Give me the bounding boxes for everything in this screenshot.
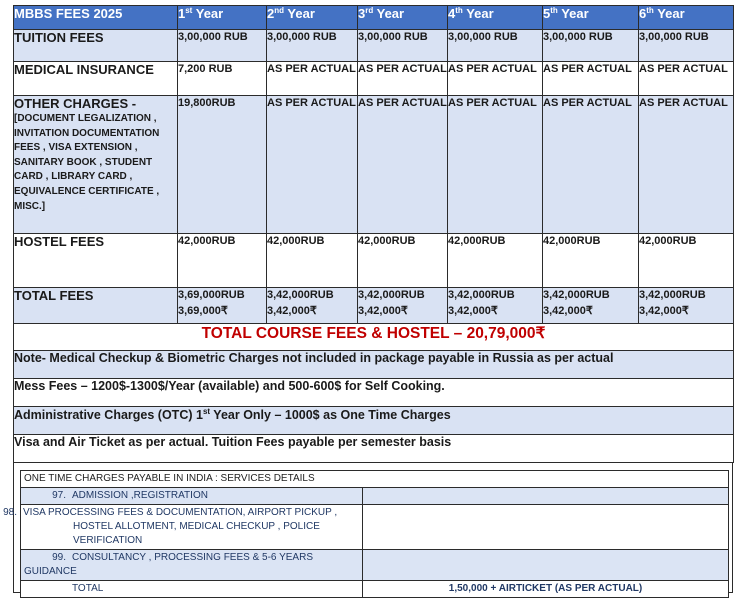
other-year-6: AS PER ACTUAL [639, 96, 734, 234]
year-2-header: 2nd Year [267, 6, 358, 30]
total-rub-3: 3,42,000RUB [358, 289, 425, 301]
total-inr-3: 3,42,000₹ [358, 304, 408, 317]
insurance-year-1: 7,200 RUB [178, 62, 267, 96]
other-year-2: AS PER ACTUAL [267, 96, 358, 234]
insurance-year-3: AS PER ACTUAL [358, 62, 448, 96]
total-rub-2: 3,42,000RUB [267, 289, 334, 301]
other-charges-details: [DOCUMENT LEGALIZATION , INVITATION DOCUMENTATION FEES , VISA EXTENSION , SANITARY BOOK , STUDENT CARD , LIBRARY CARD , EQUIVALENCE CERTIFICATE , MISC.] [14, 113, 160, 212]
hostel-year-3: 42,000RUB [358, 234, 448, 288]
insurance-label: MEDICAL INSURANCE [14, 62, 178, 96]
india-title: ONE TIME CHARGES PAYABLE IN INDIA : SERVICES DETAILS [21, 471, 729, 488]
india-charges-table [3, 470, 729, 598]
total-course-fees: TOTAL COURSE FEES & HOSTEL – 20,79,000₹ [14, 324, 734, 351]
note-medical: Note- Medical Checkup & Biometric Charges not included in package payable in Russia as per actual [14, 351, 734, 379]
note-visa-row [14, 435, 734, 463]
india-item-97 [21, 488, 729, 505]
other-charges-row [14, 96, 734, 234]
india-total-label: TOTAL [72, 583, 104, 594]
india-total-row [21, 581, 729, 598]
tuition-year-5: 3,00,000 RUB [543, 30, 639, 62]
insurance-year-5: AS PER ACTUAL [543, 62, 639, 96]
item-99-num: 99. [52, 552, 66, 563]
insurance-year-6: AS PER ACTUAL [639, 62, 734, 96]
total-fees-label: TOTAL FEES [14, 288, 178, 324]
year-3-header: 3rd Year [358, 6, 448, 30]
other-charges-label [14, 96, 178, 234]
note-visa: Visa and Air Ticket as per actual. Tuition Fees payable per semester basis [14, 435, 734, 463]
item-98-num: 98. [3, 507, 17, 518]
other-year-4: AS PER ACTUAL [448, 96, 543, 234]
tuition-row [14, 30, 734, 62]
total-year-6 [639, 288, 734, 324]
item-97-text: ADMISSION ,REGISTRATION [72, 490, 208, 501]
india-total-value: 1,50,000 + AIRTICKET (AS PER ACTUAL) [363, 581, 729, 598]
tuition-year-2: 3,00,000 RUB [267, 30, 358, 62]
item-98-text: VISA PROCESSING FEES & DOCUMENTATION, AIRPORT PICKUP , HOSTEL ALLOTMENT, MEDICAL CHECKUP , POLICE VERIFICATION [23, 507, 338, 546]
hostel-year-4: 42,000RUB [448, 234, 543, 288]
india-item-98 [21, 505, 729, 550]
year-1-header: 1st Year [178, 6, 267, 30]
fees-table [13, 5, 734, 463]
hostel-row [14, 234, 734, 288]
total-rub-5: 3,42,000RUB [543, 289, 610, 301]
total-inr-2: 3,42,000₹ [267, 304, 317, 317]
total-inr-6: 3,42,000₹ [639, 304, 689, 317]
year-4-header: 4th Year [448, 6, 543, 30]
note-mess-row [14, 379, 734, 407]
tuition-label: TUITION FEES [14, 30, 178, 62]
total-rub-4: 3,42,000RUB [448, 289, 515, 301]
total-year-4 [448, 288, 543, 324]
note-admin: Administrative Charges (OTC) 1st Year Only – 1000$ as One Time Charges [14, 407, 734, 435]
total-year-5 [543, 288, 639, 324]
hostel-year-2: 42,000RUB [267, 234, 358, 288]
header-row [14, 6, 734, 30]
total-inr-4: 3,42,000₹ [448, 304, 498, 317]
item-99-text: CONSULTANCY , PROCESSING FEES & 5-6 YEARS GUIDANCE [24, 552, 313, 577]
insurance-year-4: AS PER ACTUAL [448, 62, 543, 96]
hostel-year-6: 42,000RUB [639, 234, 734, 288]
total-rub-6: 3,42,000RUB [639, 289, 706, 301]
total-year-1 [178, 288, 267, 324]
other-year-1: 19,800RUB [178, 96, 267, 234]
year-6-header: 6th Year [639, 6, 734, 30]
tuition-year-3: 3,00,000 RUB [358, 30, 448, 62]
hostel-label: HOSTEL FEES [14, 234, 178, 288]
fees-title: MBBS FEES 2025 [14, 6, 178, 30]
tuition-year-1: 3,00,000 RUB [178, 30, 267, 62]
india-item-99 [21, 550, 729, 581]
other-year-5: AS PER ACTUAL [543, 96, 639, 234]
other-year-3: AS PER ACTUAL [358, 96, 448, 234]
total-inr-1: 3,69,000₹ [178, 304, 228, 317]
total-inr-5: 3,42,000₹ [543, 304, 593, 317]
other-charges-title: OTHER CHARGES - [14, 96, 137, 111]
note-medical-row [14, 351, 734, 379]
tuition-year-6: 3,00,000 RUB [639, 30, 734, 62]
india-title-row [21, 471, 729, 488]
insurance-year-2: AS PER ACTUAL [267, 62, 358, 96]
item-97-num: 97. [52, 490, 66, 501]
total-year-2 [267, 288, 358, 324]
total-rub-1: 3,69,000RUB [178, 289, 245, 301]
total-fees-row [14, 288, 734, 324]
note-admin-row [14, 407, 734, 435]
hostel-year-5: 42,000RUB [543, 234, 639, 288]
fees-sheet [13, 5, 733, 463]
year-5-header: 5th Year [543, 6, 639, 30]
note-mess: Mess Fees – 1200$-1300$/Year (available) and 500-600$ for Self Cooking. [14, 379, 734, 407]
tuition-year-4: 3,00,000 RUB [448, 30, 543, 62]
total-course-row [14, 324, 734, 351]
total-year-3 [358, 288, 448, 324]
insurance-row [14, 62, 734, 96]
hostel-year-1: 42,000RUB [178, 234, 267, 288]
